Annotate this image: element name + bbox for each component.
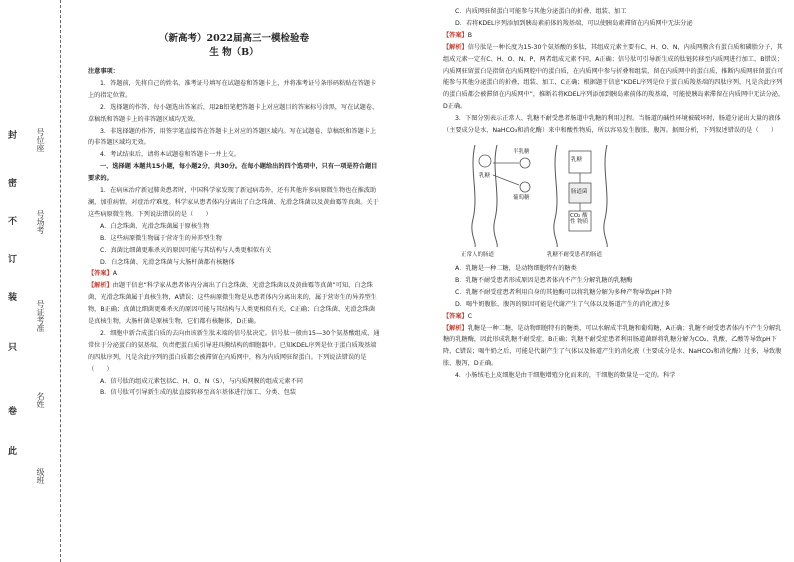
- q3-answer: [443, 311, 786, 323]
- question-2-stem: 2．细胞中新合成蛋白质的去向由该新生肽末端的信号肽决定。信号肽一般由15—30个氨基酸组成，通常位于分泌蛋白的氨基端，负责把蛋白质引导进具膜结构的细胞器中。已知KDEL序列是位于蛋白质羧基端的四肽序列，凡是含此序列的蛋白质都会被滞留在内质网中，称为内质网驻留蛋白。下列说法错误的是（ ）: [88, 329, 380, 373]
- question-4-stem: 4．小肠绒毛上皮细胞是由干细胞增殖分化而来的，干细胞的数量是一定的。科学: [455, 372, 676, 380]
- bacteria-label: 肠道菌: [571, 188, 588, 195]
- q2-option-d: D．若将KDEL序列添加到胰岛素前体的羧基端，可以使胰岛素滞留在内质网中无法分泌: [455, 19, 693, 27]
- margin-char-3: 不: [8, 217, 18, 227]
- q1-option-b: B．这些病原微生物属于营寄生的异养型生物: [100, 234, 222, 242]
- intestine-wall: [604, 145, 607, 247]
- q2-option-a: A．信号肽的组成元素包括C、H、O、N（S），与内质网膜的组成元素不同: [100, 377, 303, 385]
- q2-option-c: C．内质网驻留蛋白可能参与其他分泌蛋白的折叠、组装、加工: [455, 8, 627, 15]
- margin-char-1: 封: [8, 131, 18, 141]
- seat-number-label: 号位座: [36, 128, 45, 152]
- intolerant-intestine-caption: 乳糖不耐受患者的肠道: [547, 251, 603, 258]
- answer-tag: 【答案】: [88, 270, 113, 278]
- answer-value: C: [467, 312, 473, 320]
- margin-char-4: 订: [8, 255, 18, 265]
- q3-analysis: [443, 323, 786, 371]
- intestine-wall: [472, 145, 475, 247]
- analysis-tag: 【解析】: [443, 43, 468, 51]
- lactose-label: 乳糖: [479, 172, 491, 179]
- q2-option-b: B．信号肽可引导新生成的肽直接转移至高尔基体进行加工、分类、包装: [100, 389, 297, 397]
- answer-value: A: [112, 270, 117, 278]
- q1-option-c: C．真菌比细菌更难杀灭的原因可能与其结构与人类更相似有关: [100, 246, 272, 254]
- margin-char-5: 装: [8, 293, 18, 303]
- analysis-text: 由题干信息“科学家从患者体内分离出了白念珠菌、光滑念珠菌以及黄曲霉等真菌”可知，白念珠菌、光滑念珠菌属于真核生物，A错误；这些病原微生物是从患者体内分离出来的，属于营寄生的异养型生物，B正确；真菌比细菌更难杀灭的原因可能与其结构与人类更相似有关，C正确；白念珠菌、光滑念珠菌是真核生物，大肠杆菌是原核生物，它们都有核糖体，D正确。: [88, 282, 377, 326]
- analysis-tag: 【解析】: [443, 324, 468, 332]
- q3-option-b: B．乳糖不耐受患者形成原因是患者体内不产生分解乳糖的乳糖酶: [455, 276, 633, 284]
- right-column: [443, 6, 786, 382]
- q1-option-a: A．白念珠菌、光滑念珠菌属于原核生物: [100, 222, 210, 230]
- answer-tag: 【答案】: [443, 312, 468, 320]
- margin-char-8: 此: [8, 447, 18, 457]
- ticket-number-label: 号证考准: [36, 300, 45, 332]
- analysis-text: 乳糖是一种二糖，是动物细胞特有的糖类，可以水解成半乳糖和葡萄糖，A正确；乳糖不耐受患者体内不产生分解乳糖的乳糖酶，因此形成乳糖不耐受症，B正确；乳糖不耐受症患者利用肠道菌群将乳糖分解为CO₂、乳酸、乙酸等导致pH下降，C错误；喝牛奶之后，可能是代谢产生了气体以及肠道产生的消化液（主要成分是水、NaHCO₃和消化酶）过多，导致腹胀、腹泻，D正确。: [443, 324, 782, 368]
- class-label: 级班: [36, 468, 45, 484]
- analysis-text: 信号肽是一种长度为15-30个氨基酸的多肽，其组成元素主要有C、H、O、N，内质网膜含有蛋白质和磷脂分子，其组成元素一定有C、H、O、N、P，两者组成元素不同，A正确；信号肽可引导新生成的肽链转移至内质网进行加工，B错误；内质网驻留蛋白是指留在内质网腔中的蛋白质，在内质网中参与折叠和组装，留在内质网中的蛋白质，推断内质网驻留蛋白可能参与其他分泌蛋白的折叠、组装、加工，C正确；根据题干信息“KDEL序列是位于蛋白质羧基端的四肽序列，凡是含此序列的蛋白质都会被滞留在内质网中”，推断若将KDEL序列添加到胰岛素前体的羧基端，可能使胰岛素滞留在内质网中无法分泌，D正确。: [443, 43, 785, 111]
- question-1-stem: 1．在病床治疗新冠肺炎患者时，中国科学家发现了新冠病毒外，还有其他许多病原微生物也在推波助澜，加重病情。对症治疗难度。科学家从患者体内分离出了白念珠菌、光滑念珠菌以及黄曲霉等真菌。关于这些病原微生物。下列说法错误的是（ ）: [88, 187, 379, 218]
- q2-analysis: [443, 42, 786, 113]
- arrow-line: [493, 175, 519, 185]
- note-item: 4．考试结束后，请将本试题卷和答题卡一并上交。: [100, 151, 241, 159]
- galactose-label: 半乳糖: [513, 148, 530, 155]
- q1-analysis: [88, 280, 380, 328]
- lactose-figure: [457, 139, 657, 261]
- cut-line: [60, 0, 61, 562]
- intestine-wall: [554, 145, 557, 247]
- exam-room-label: 号场考: [36, 210, 45, 234]
- products-label: CO₂ 酸性 物质: [570, 212, 589, 225]
- q1-option-d: D．白念珠菌、光滑念珠菌与大肠杆菌都有核糖体: [100, 258, 235, 266]
- glucose-label: 葡萄糖: [513, 194, 530, 201]
- exam-title: （新高考）2022届高三一模检验卷: [159, 33, 309, 44]
- left-column: [88, 6, 380, 399]
- notes-heading: 注意事项：: [88, 68, 119, 75]
- exam-subject: 生 物（B）: [209, 47, 259, 58]
- intestine-diagram: [457, 139, 657, 251]
- lactase-enzyme: [520, 158, 530, 168]
- margin-char-6: 只: [8, 343, 18, 353]
- answer-value: B: [467, 31, 472, 39]
- intestine-wall: [494, 145, 497, 247]
- analysis-tag: 【解析】: [88, 282, 113, 290]
- glucose-molecule: [520, 182, 530, 192]
- normal-intestine-caption: 正常人的肠道: [461, 251, 495, 258]
- note-item: 2．选择题的作答，每小题选出答案后，用2B铅笔把答题卡上对应题目的答案标号涂黑，写在试题卷、草稿纸和答题卡上的非答题区域均无效。: [88, 103, 379, 123]
- q3-option-a: A．乳糖是一种二糖，是动物细胞特有的糖类: [455, 264, 577, 272]
- q2-answer: [443, 30, 786, 42]
- note-item: 3．非选择题的作答，用签字笔直接答在答题卡上对应的答题区域内。写在试题卷、草稿纸和答题卡上的非答题区域均无效。: [88, 127, 377, 147]
- section-heading: 一、选择题 本题共15小题，每小题2分，共30分。在每小题给出的四个选项中，只有一项是符合题目要求的。: [88, 163, 378, 183]
- q3-option-c: C．乳糖不耐受症患者利用自身的其他酶可以将乳糖分解为多种产物导致pH下降: [455, 288, 673, 296]
- q1-answer: [88, 268, 380, 280]
- lactose-molecule: [479, 155, 491, 167]
- note-item: 1．答题前，先将自己的姓名、准考证号填写在试题卷和答题卡上，并将准考证号条形码粘贴在答题卡上的指定位置。: [88, 79, 377, 99]
- name-label: 名姓: [36, 392, 45, 408]
- q3-option-d: D．喝牛奶腹胀、腹泻的原因可能是代谢产生了气体以及肠道产生的消化液过多: [455, 300, 671, 308]
- question-3-stem: 3．下图分别表示正常人、乳糖不耐受患者肠道中乳糖的利用过程。当肠道的碱性环境被破坏时，肠道分泌出大量的液体（主要成分是水、NaHCO₃和消化酶）来中和酸性物质，所以容易发生腹胀、腹泻。据图分析，下列叙述错误的是（ ）: [443, 115, 781, 135]
- lactose-label-right: 乳糖: [571, 156, 583, 163]
- margin-char-2: 密: [8, 179, 18, 189]
- binding-margin: [0, 0, 70, 562]
- answer-tag: 【答案】: [443, 31, 468, 39]
- margin-char-7: 卷: [8, 407, 18, 417]
